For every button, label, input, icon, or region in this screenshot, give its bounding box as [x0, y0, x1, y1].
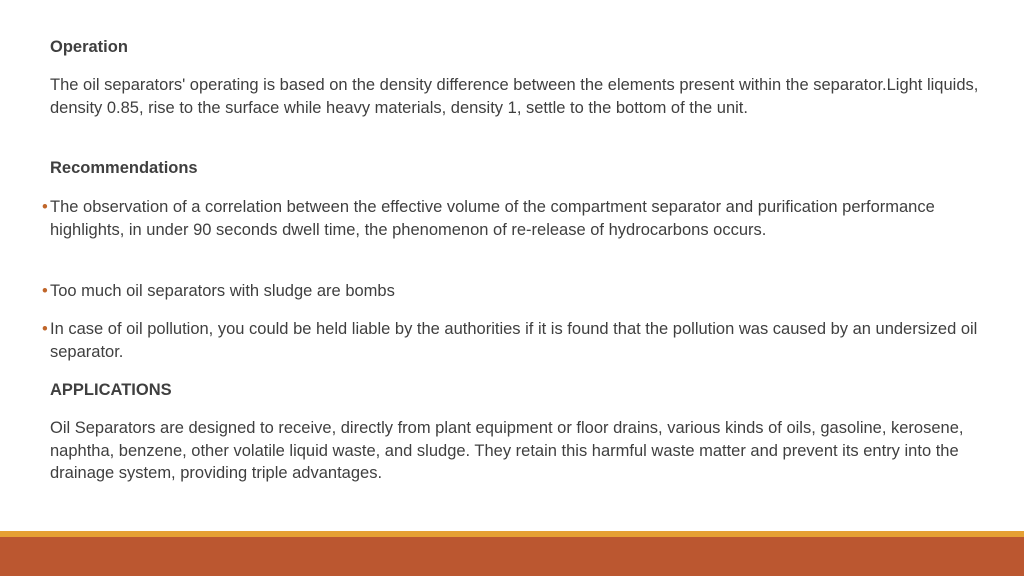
footer-bar	[0, 537, 1024, 576]
recommendation-item-1	[42, 196, 980, 241]
recommendation-text-2: Too much oil separators with sludge are bombs	[50, 282, 395, 300]
bullet-icon: •	[42, 282, 48, 300]
bullet-icon: •	[42, 198, 48, 216]
operation-paragraph: The oil separators' operating is based on the density difference between the elements present within the separator.Light liquids, density 0.85, rise to the surface while heavy materials, density 1, settle to the bottom of the unit.	[50, 76, 979, 117]
recommendation-text-3: In case of oil pollution, you could be held liable by the authorities if it is found that the pollution was caused by an undersized oil separator.	[50, 320, 978, 361]
recommendation-text-1: The observation of a correlation between the effective volume of the compartment separator and purification performance highlights, in under 90 seconds dwell time, the phenomenon of re-release of hydrocarbons occurs.	[50, 198, 935, 239]
bullet-icon: •	[42, 320, 48, 338]
applications-heading: APPLICATIONS	[50, 381, 172, 399]
recommendation-item-2	[42, 280, 980, 303]
applications-paragraph: Oil Separators are designed to receive, directly from plant equipment or floor drains, various kinds of oils, gasoline, kerosene, naphtha, benzene, other volatile liquid waste, and sludge. They retain this harmful waste matter and prevent its entry into the drainage system, providing triple advantages.	[50, 419, 964, 482]
operation-heading: Operation	[50, 38, 128, 56]
recommendation-item-3	[42, 318, 980, 363]
recommendations-heading: Recommendations	[50, 159, 198, 177]
